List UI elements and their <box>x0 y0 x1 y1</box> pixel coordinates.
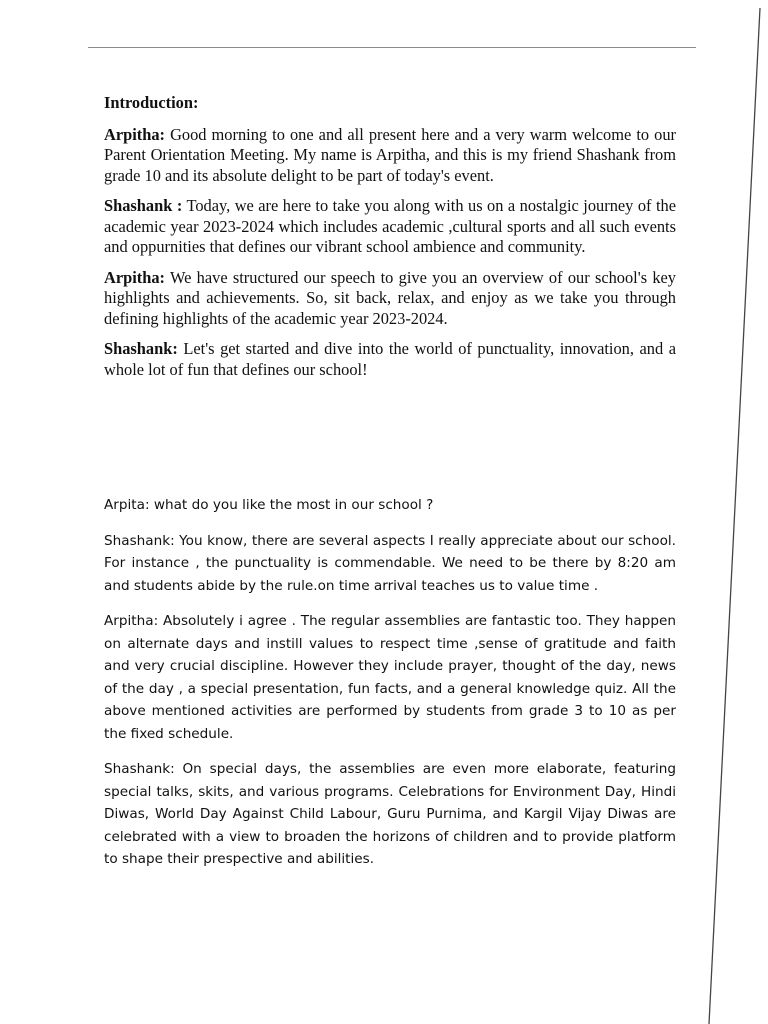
paragraph-text: We have structured our speech to give you an overview of our school's key highlights and achievements. So, sit back, relax, and enjoy as we take you through defining highlights of the academic year 2023-2024. <box>104 267 676 328</box>
paragraph-text: Let's get started and dive into the world of punctuality, innovation, and a whole lot of fun that defines our school! <box>104 339 676 379</box>
paragraph-text: Good morning to one and all present here and a very warm welcome to our Parent Orientation Meeting. My name is Arpitha, and this is my friend Shashank from grade 10 and its absolute delight to be part of today's event. <box>104 124 676 185</box>
top-rule <box>88 47 696 48</box>
speaker-name: Arpitha: <box>104 124 166 144</box>
introduction-section <box>104 93 676 390</box>
section-heading: Introduction: <box>104 93 199 112</box>
dialogue-section <box>104 494 676 884</box>
dialogue-paragraph: Arpitha: Absolutely i agree . The regular assemblies are fantastic too. They happen on alternate days and instill values to respect time ,sense of gratitude and faith and very crucial discipline. However they include prayer, thought of the day, news of the day , a special presentation, fun facts, and a general knowledge quiz. All the above mentioned activities are performed by students from grade 3 to 10 as per the fixed schedule. <box>104 613 676 742</box>
dialogue-paragraph: Arpita: what do you like the most in our school ? <box>104 497 434 513</box>
intro-paragraph <box>104 268 676 330</box>
dialogue-paragraph: Shashank: On special days, the assemblies are even more elaborate, featuring special talks, skits, and various programs. Celebrations for Environment Day, Hindi Diwas, World Day Against Child Labour, Guru Purnima, and Kargil Vijay Diwas are celebrated with a view to broaden the horizons of children and to provide platform to shape their prespective and abilities. <box>104 761 676 867</box>
intro-paragraph <box>104 196 676 258</box>
speaker-name: Shashank: <box>104 339 178 358</box>
paragraph-text: Today, we are here to take you along with us on a nostalgic journey of the academic year 2023-2024 which includes academic ,cultural sports and all such events and oppurnities that defines our vibrant school ambience and community. <box>104 196 676 256</box>
speaker-name: Shashank : <box>104 196 183 215</box>
intro-paragraph <box>104 125 676 187</box>
speaker-name: Arpitha: <box>104 267 166 287</box>
dialogue-paragraph: Shashank: You know, there are several aspects I really appreciate about our school. For instance , the punctuality is commendable. We need to be there by 8:20 am and students abide by the rule.on time arrival teaches us to value time . <box>104 532 676 594</box>
intro-paragraph <box>104 339 676 380</box>
